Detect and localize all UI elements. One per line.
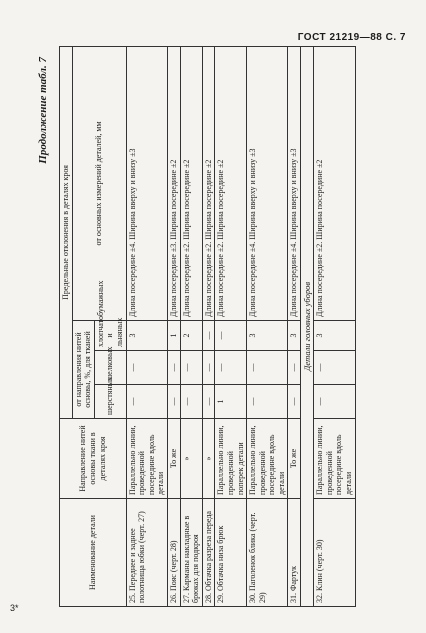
- row-wool: —: [314, 385, 355, 419]
- row-deviation: Длина посередине ±2. Ширина посередине ±2: [215, 46, 247, 320]
- table-row: [126, 46, 167, 606]
- row-deviation: Длина посередине ±2. Ширина посередине ±2: [202, 46, 215, 320]
- row-deviation: Длина посередине ±4. Ширина вверху и внизу ±3: [288, 46, 301, 320]
- row-cotton: 3: [126, 321, 167, 351]
- row-direction: То же: [288, 419, 301, 499]
- col-direction-header: Направление нитей основы ткани в деталях кроя: [60, 419, 127, 499]
- page-header: ГОСТ 21219—88 С. 7: [297, 32, 406, 43]
- row-direction: То же: [167, 419, 180, 499]
- deviation-table: [59, 46, 356, 607]
- row-direction: Параллельно линии, проведенной посередине вдоль детали: [247, 419, 288, 499]
- table-row: [180, 46, 202, 606]
- page-number: 3*: [10, 603, 19, 613]
- table-row: [215, 46, 247, 606]
- continuation-label: Продолжение табл. 7: [37, 57, 49, 164]
- col-wool-header: шерстяных: [94, 385, 126, 419]
- row-silk: —: [288, 351, 301, 385]
- row-silk: —: [314, 351, 355, 385]
- col-silk-header: шелковых: [94, 351, 126, 385]
- row-direction: Параллельно линии, проведенной поперек детали: [215, 419, 247, 499]
- table-row: [202, 46, 215, 606]
- row-silk: —: [202, 351, 215, 385]
- row-direction: »: [180, 419, 202, 499]
- row-cotton: 3: [288, 321, 301, 351]
- row-name: 26. Пояс (черт. 28): [167, 499, 180, 607]
- row-name: 29. Обтачка низа брюк: [215, 499, 247, 607]
- row-wool: —: [126, 385, 167, 419]
- row-direction: Параллельно линии, проведенной посередине вдоль детали: [126, 419, 167, 499]
- row-wool: —: [202, 385, 215, 419]
- table-row: [288, 46, 301, 606]
- section-row: [301, 46, 314, 606]
- row-direction: »: [202, 419, 215, 499]
- row-cotton: 3: [314, 321, 355, 351]
- row-deviation: Длина посередине ±3. Ширина посередине ±2: [167, 46, 180, 320]
- row-silk: —: [247, 351, 288, 385]
- col-name-header: Наименование детали: [60, 499, 127, 607]
- row-wool: —: [180, 385, 202, 419]
- row-silk: —: [215, 351, 247, 385]
- row-name: 32. Клин (черт. 30): [314, 499, 355, 607]
- row-wool: —: [288, 385, 301, 419]
- row-cotton: 2: [180, 321, 202, 351]
- row-silk: —: [180, 351, 202, 385]
- col-warp-header: от направления нитей основы, %, для тканей: [72, 321, 94, 419]
- row-cotton: —: [202, 321, 215, 351]
- row-name: 25. Переднее и заднее полотнища юбки (черт. 27): [126, 499, 167, 607]
- row-silk: —: [126, 351, 167, 385]
- table-row: [314, 46, 355, 606]
- table-row: [247, 46, 288, 606]
- row-name: 31. Фартук: [288, 499, 301, 607]
- row-cotton: 3: [247, 321, 288, 351]
- row-wool: 1: [215, 385, 247, 419]
- row-wool: —: [247, 385, 288, 419]
- row-silk: —: [167, 351, 180, 385]
- table-row: [167, 46, 180, 606]
- row-wool: —: [167, 385, 180, 419]
- row-deviation: Длина посередине ±2. Ширина посередине ±2: [314, 46, 355, 320]
- row-cotton: 1: [167, 321, 180, 351]
- row-name: 30. Паголенок блика (черт. 29): [247, 499, 288, 607]
- section-title: Детали головных уборов: [301, 46, 314, 606]
- col-deviations-header: Предельные отклонения в деталях кроя: [60, 46, 73, 418]
- row-direction: Параллельно линии, проведенной посередине вдоль детали: [314, 419, 355, 499]
- row-deviation: Длина посередине ±4. Ширина вверху и внизу ±3: [247, 46, 288, 320]
- row-deviation: Длина посередине ±4. Ширина вверху и внизу ±3: [126, 46, 167, 320]
- row-name: 28. Обтачка разреза переда: [202, 499, 215, 607]
- rotated-table-block: [35, 47, 407, 607]
- col-base-lines-header: от основных измерений деталей, мм: [72, 46, 126, 320]
- row-name: 27. Карманы накладные в брюках для подкроя: [180, 499, 202, 607]
- row-deviation: Длина посередине ±2. Ширина посередине ±2: [180, 46, 202, 320]
- col-cotton-header: хлопчатобумажных и льняных: [94, 321, 126, 351]
- row-cotton: —: [215, 321, 247, 351]
